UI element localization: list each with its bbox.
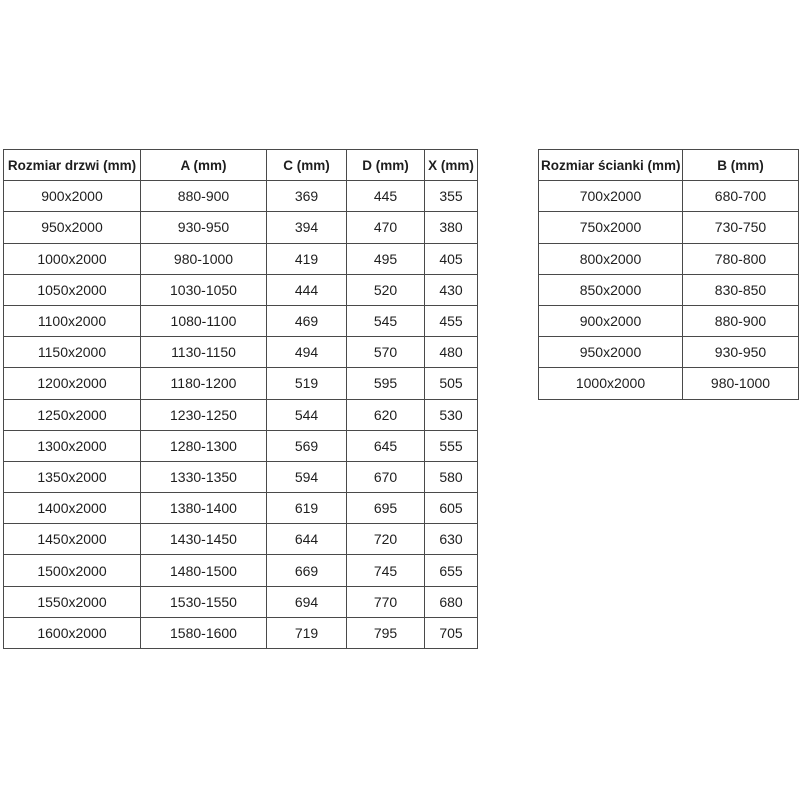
table-cell: 930-950 xyxy=(683,337,799,368)
table-cell: 469 xyxy=(267,305,347,336)
table-cell: 670 xyxy=(347,461,425,492)
table-cell: 580 xyxy=(425,461,478,492)
table-cell: 394 xyxy=(267,212,347,243)
table-cell: 1330-1350 xyxy=(141,461,267,492)
table-row xyxy=(539,274,799,305)
table-cell: 745 xyxy=(347,555,425,586)
table-cell: 594 xyxy=(267,461,347,492)
table-cell: 900x2000 xyxy=(539,305,683,336)
table-cell: 1200x2000 xyxy=(4,368,141,399)
table-cell: 680 xyxy=(425,586,478,617)
header-row xyxy=(4,150,478,181)
table-cell: 530 xyxy=(425,399,478,430)
table-cell: 1050x2000 xyxy=(4,274,141,305)
table-cell: 700x2000 xyxy=(539,181,683,212)
header-cell: Rozmiar drzwi (mm) xyxy=(4,150,141,181)
table-cell: 669 xyxy=(267,555,347,586)
table-cell: 950x2000 xyxy=(4,212,141,243)
table-cell: 1550x2000 xyxy=(4,586,141,617)
table-row xyxy=(4,461,478,492)
table-cell: 800x2000 xyxy=(539,243,683,274)
table-cell: 419 xyxy=(267,243,347,274)
table-row xyxy=(4,305,478,336)
table-cell: 780-800 xyxy=(683,243,799,274)
table-cell: 545 xyxy=(347,305,425,336)
table-row xyxy=(4,243,478,274)
header-cell: B (mm) xyxy=(683,150,799,181)
table-cell: 880-900 xyxy=(683,305,799,336)
table-cell: 719 xyxy=(267,617,347,648)
table-cell: 830-850 xyxy=(683,274,799,305)
table-cell: 569 xyxy=(267,430,347,461)
table-cell: 595 xyxy=(347,368,425,399)
table-cell: 1380-1400 xyxy=(141,493,267,524)
table-row xyxy=(4,586,478,617)
table-cell: 645 xyxy=(347,430,425,461)
table-cell: 1080-1100 xyxy=(141,305,267,336)
table-cell: 1280-1300 xyxy=(141,430,267,461)
header-cell: X (mm) xyxy=(425,150,478,181)
table-cell: 770 xyxy=(347,586,425,617)
table-row xyxy=(4,430,478,461)
table-cell: 1250x2000 xyxy=(4,399,141,430)
table-cell: 1350x2000 xyxy=(4,461,141,492)
table-cell: 494 xyxy=(267,337,347,368)
table-cell: 630 xyxy=(425,524,478,555)
table-cell: 1150x2000 xyxy=(4,337,141,368)
table-cell: 355 xyxy=(425,181,478,212)
table-cell: 505 xyxy=(425,368,478,399)
header-cell: D (mm) xyxy=(347,150,425,181)
table-row xyxy=(4,617,478,648)
table-cell: 1600x2000 xyxy=(4,617,141,648)
header-cell: A (mm) xyxy=(141,150,267,181)
table-row xyxy=(4,493,478,524)
table-cell: 950x2000 xyxy=(539,337,683,368)
table-cell: 695 xyxy=(347,493,425,524)
table-cell: 1480-1500 xyxy=(141,555,267,586)
table-cell: 1100x2000 xyxy=(4,305,141,336)
table-cell: 900x2000 xyxy=(4,181,141,212)
table-cell: 1500x2000 xyxy=(4,555,141,586)
table-row xyxy=(539,305,799,336)
table-cell: 519 xyxy=(267,368,347,399)
table-cell: 680-700 xyxy=(683,181,799,212)
header-row xyxy=(539,150,799,181)
table-cell: 555 xyxy=(425,430,478,461)
wall-sizes-table-body xyxy=(539,181,799,399)
table-cell: 1180-1200 xyxy=(141,368,267,399)
table-cell: 1030-1050 xyxy=(141,274,267,305)
header-cell: C (mm) xyxy=(267,150,347,181)
table-cell: 444 xyxy=(267,274,347,305)
table-row xyxy=(539,181,799,212)
table-row xyxy=(4,181,478,212)
table-cell: 850x2000 xyxy=(539,274,683,305)
table-row xyxy=(4,212,478,243)
table-row xyxy=(4,274,478,305)
table-cell: 570 xyxy=(347,337,425,368)
table-cell: 1430-1450 xyxy=(141,524,267,555)
table-cell: 655 xyxy=(425,555,478,586)
wall-sizes-table xyxy=(538,149,799,400)
header-cell: Rozmiar ścianki (mm) xyxy=(539,150,683,181)
table-cell: 495 xyxy=(347,243,425,274)
table-cell: 705 xyxy=(425,617,478,648)
table-cell: 730-750 xyxy=(683,212,799,243)
table-cell: 720 xyxy=(347,524,425,555)
door-sizes-table xyxy=(3,149,478,649)
table-cell: 445 xyxy=(347,181,425,212)
table-row xyxy=(4,524,478,555)
table-row xyxy=(4,399,478,430)
table-cell: 1300x2000 xyxy=(4,430,141,461)
table-cell: 980-1000 xyxy=(141,243,267,274)
table-cell: 1130-1150 xyxy=(141,337,267,368)
table-cell: 1000x2000 xyxy=(4,243,141,274)
table-cell: 520 xyxy=(347,274,425,305)
table-cell: 880-900 xyxy=(141,181,267,212)
door-sizes-table-head xyxy=(4,150,478,181)
table-row xyxy=(539,368,799,399)
table-cell: 1450x2000 xyxy=(4,524,141,555)
table-cell: 750x2000 xyxy=(539,212,683,243)
table-cell: 644 xyxy=(267,524,347,555)
table-cell: 605 xyxy=(425,493,478,524)
table-cell: 619 xyxy=(267,493,347,524)
table-cell: 1230-1250 xyxy=(141,399,267,430)
table-cell: 430 xyxy=(425,274,478,305)
door-sizes-table-body xyxy=(4,181,478,649)
table-cell: 620 xyxy=(347,399,425,430)
table-row xyxy=(539,212,799,243)
wall-sizes-table-head xyxy=(539,150,799,181)
table-row xyxy=(4,368,478,399)
table-cell: 1530-1550 xyxy=(141,586,267,617)
table-cell: 980-1000 xyxy=(683,368,799,399)
table-cell: 1000x2000 xyxy=(539,368,683,399)
table-cell: 470 xyxy=(347,212,425,243)
table-row xyxy=(539,337,799,368)
table-cell: 930-950 xyxy=(141,212,267,243)
table-cell: 405 xyxy=(425,243,478,274)
table-cell: 380 xyxy=(425,212,478,243)
table-cell: 1400x2000 xyxy=(4,493,141,524)
table-cell: 1580-1600 xyxy=(141,617,267,648)
table-row xyxy=(4,555,478,586)
table-row xyxy=(4,337,478,368)
table-row xyxy=(539,243,799,274)
table-cell: 480 xyxy=(425,337,478,368)
table-cell: 455 xyxy=(425,305,478,336)
table-cell: 694 xyxy=(267,586,347,617)
table-cell: 544 xyxy=(267,399,347,430)
table-cell: 369 xyxy=(267,181,347,212)
table-cell: 795 xyxy=(347,617,425,648)
